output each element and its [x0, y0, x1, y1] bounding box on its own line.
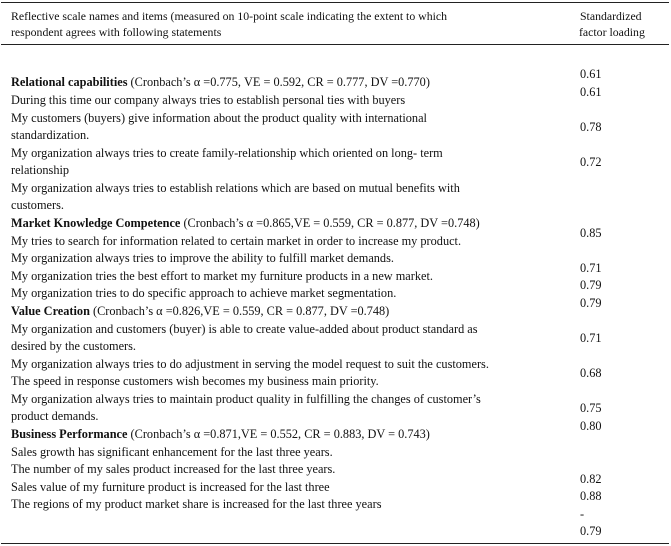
factor-loading: 0.79	[580, 524, 602, 538]
section-heading-market-knowledge: Market Knowledge Competence (Cronbach’s α =0.865,VE = 0.559, CR = 0.877, DV =0.748)	[11, 216, 480, 230]
factor-loading: 0.79	[580, 278, 602, 292]
factor-loading: 0.72	[580, 155, 602, 169]
factor-loading: 0.71	[580, 331, 602, 345]
list-item: My organization always tries to maintain product quality in fulfilling the changes of customer’s	[11, 392, 481, 406]
factor-loading: -	[580, 507, 585, 521]
list-item: desired by the customers.	[11, 339, 136, 353]
list-item: The speed in response customers wish becomes my business main priority.	[11, 374, 379, 388]
factor-loading: 0.82	[580, 472, 602, 486]
table-header-rule	[1, 44, 669, 45]
factor-loading: 0.79	[580, 296, 602, 310]
factor-loading: 0.71	[580, 261, 602, 275]
factor-loading: 0.75	[580, 401, 602, 415]
list-item: product demands.	[11, 409, 99, 423]
list-item: customers.	[11, 198, 64, 212]
list-item: My organization always tries to create family-relationship which oriented on long- term	[11, 146, 443, 160]
table-top-rule	[1, 2, 669, 3]
section-heading-relational: Relational capabilities (Cronbach’s α =0.775, VE = 0.592, CR = 0.777, DV =0.770)	[11, 75, 430, 89]
list-item: My organization always tries to establish relations which are based on mutual benefits with	[11, 181, 460, 195]
section-heading-business-performance: Business Performance (Cronbach’s α =0.871,VE = 0.552, CR = 0.883, DV = 0.743)	[11, 427, 430, 441]
factor-loading: 0.85	[580, 226, 602, 240]
table-bottom-rule	[1, 543, 669, 544]
list-item: My organization tries the best effort to market my furniture products in a new market.	[11, 269, 433, 283]
header-col1-line1: Reflective scale names and items (measured on 10-point scale indicating the extent to which	[11, 9, 448, 23]
list-item: relationship	[11, 163, 70, 177]
factor-loading: 0.78	[580, 120, 602, 134]
header-col2-line2: factor loading	[579, 25, 645, 39]
factor-loading: 0.80	[580, 419, 602, 433]
list-item: The number of my sales product increased for the last three years.	[11, 462, 336, 476]
list-item: During this time our company always tries to establish personal ties with buyers	[11, 93, 406, 107]
list-item: My organization tries to do specific approach to achieve market segmentation.	[11, 286, 397, 300]
list-item: My tries to search for information related to certain market in order to increase my product.	[11, 234, 462, 248]
list-item: Sales value of my furniture product is increased for the last three	[11, 480, 330, 494]
factor-loading: 0.61	[580, 85, 602, 99]
section-heading-value-creation: Value Creation (Cronbach’s α =0.826,VE = 0.559, CR = 0.877, DV =0.748)	[11, 304, 390, 318]
list-item: My organization and customers (buyer) is able to create value-added about product standard as	[11, 322, 478, 336]
factor-loading: 0.88	[580, 489, 602, 503]
list-item: Sales growth has significant enhancement for the last three years.	[11, 445, 333, 459]
list-item: My organization always tries to do adjustment in serving the model request to suit the customers.	[11, 357, 489, 371]
factor-loading: 0.68	[580, 366, 602, 380]
factor-loading: 0.61	[580, 67, 602, 81]
header-col2-line1: Standardized	[580, 9, 642, 23]
list-item: My customers (buyers) give information about the product quality with international	[11, 111, 427, 125]
list-item: My organization always tries to improve the ability to fulfill market demands.	[11, 251, 394, 265]
list-item: standardization.	[11, 128, 90, 142]
header-col1-line2: respondent agrees with following statements	[11, 25, 222, 39]
list-item: The regions of my product market share is increased for the last three years	[11, 497, 382, 511]
